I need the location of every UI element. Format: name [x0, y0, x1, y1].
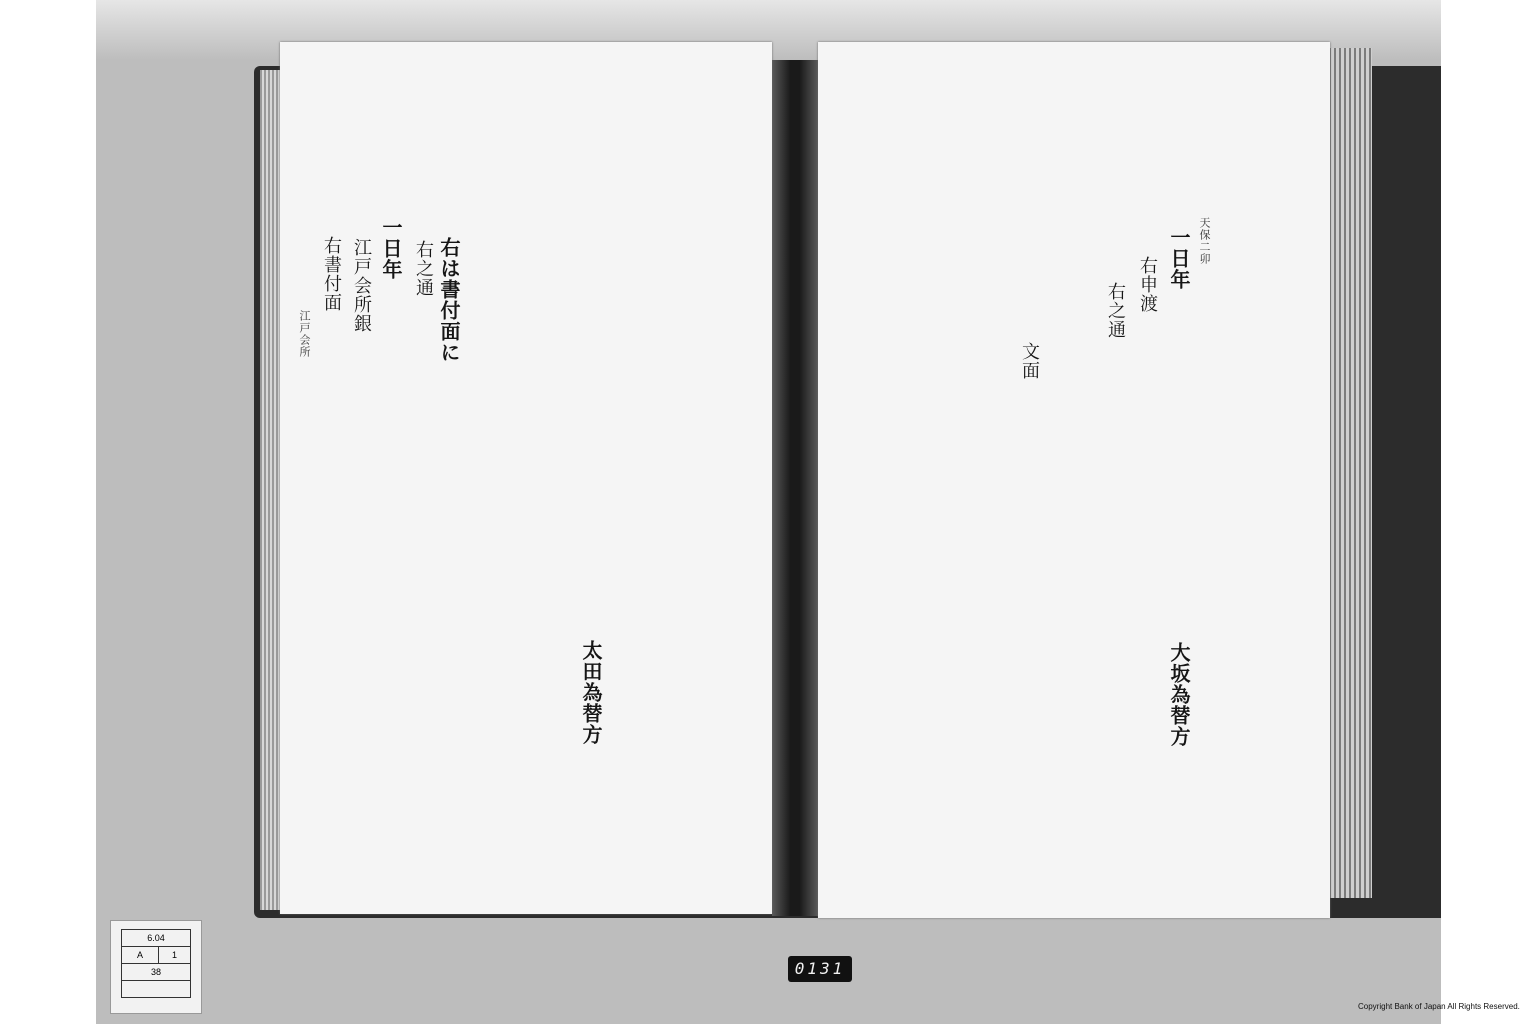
- copyright-notice: Copyright Bank of Japan All Rights Reserved.: [1358, 1002, 1520, 1011]
- catalog-number: 6.04: [122, 930, 191, 947]
- catalog-series: A: [122, 947, 159, 964]
- catalog-volume: 1: [159, 947, 191, 964]
- text-column: 一日年: [379, 217, 403, 280]
- text-column: 右申渡: [1137, 256, 1158, 313]
- catalog-blank: [122, 981, 191, 998]
- frame-number: 0131: [788, 956, 852, 982]
- catalog-label: [110, 920, 202, 1014]
- text-annotation: 江戸会所: [298, 310, 311, 358]
- text-column: 文面: [1019, 342, 1040, 380]
- text-column: 右之通: [413, 240, 434, 297]
- text-column: 一日年: [1167, 227, 1191, 290]
- page-edges-right: [1324, 48, 1372, 898]
- left-page: [280, 42, 772, 914]
- book-gutter: [772, 60, 818, 916]
- text-annotation: 天保二卯: [1198, 217, 1211, 265]
- signature-column: 大坂為替方: [1167, 642, 1191, 747]
- text-column: 右書付面: [321, 236, 342, 312]
- right-page: [818, 42, 1330, 918]
- text-column: 右之通: [1105, 282, 1126, 339]
- text-column: 右は書付面に: [437, 237, 461, 363]
- signature-column: 太田為替方: [579, 640, 603, 745]
- text-column: 江戸会所銀: [351, 238, 372, 333]
- scanned-photograph: [96, 0, 1441, 1024]
- catalog-item: 38: [122, 964, 191, 981]
